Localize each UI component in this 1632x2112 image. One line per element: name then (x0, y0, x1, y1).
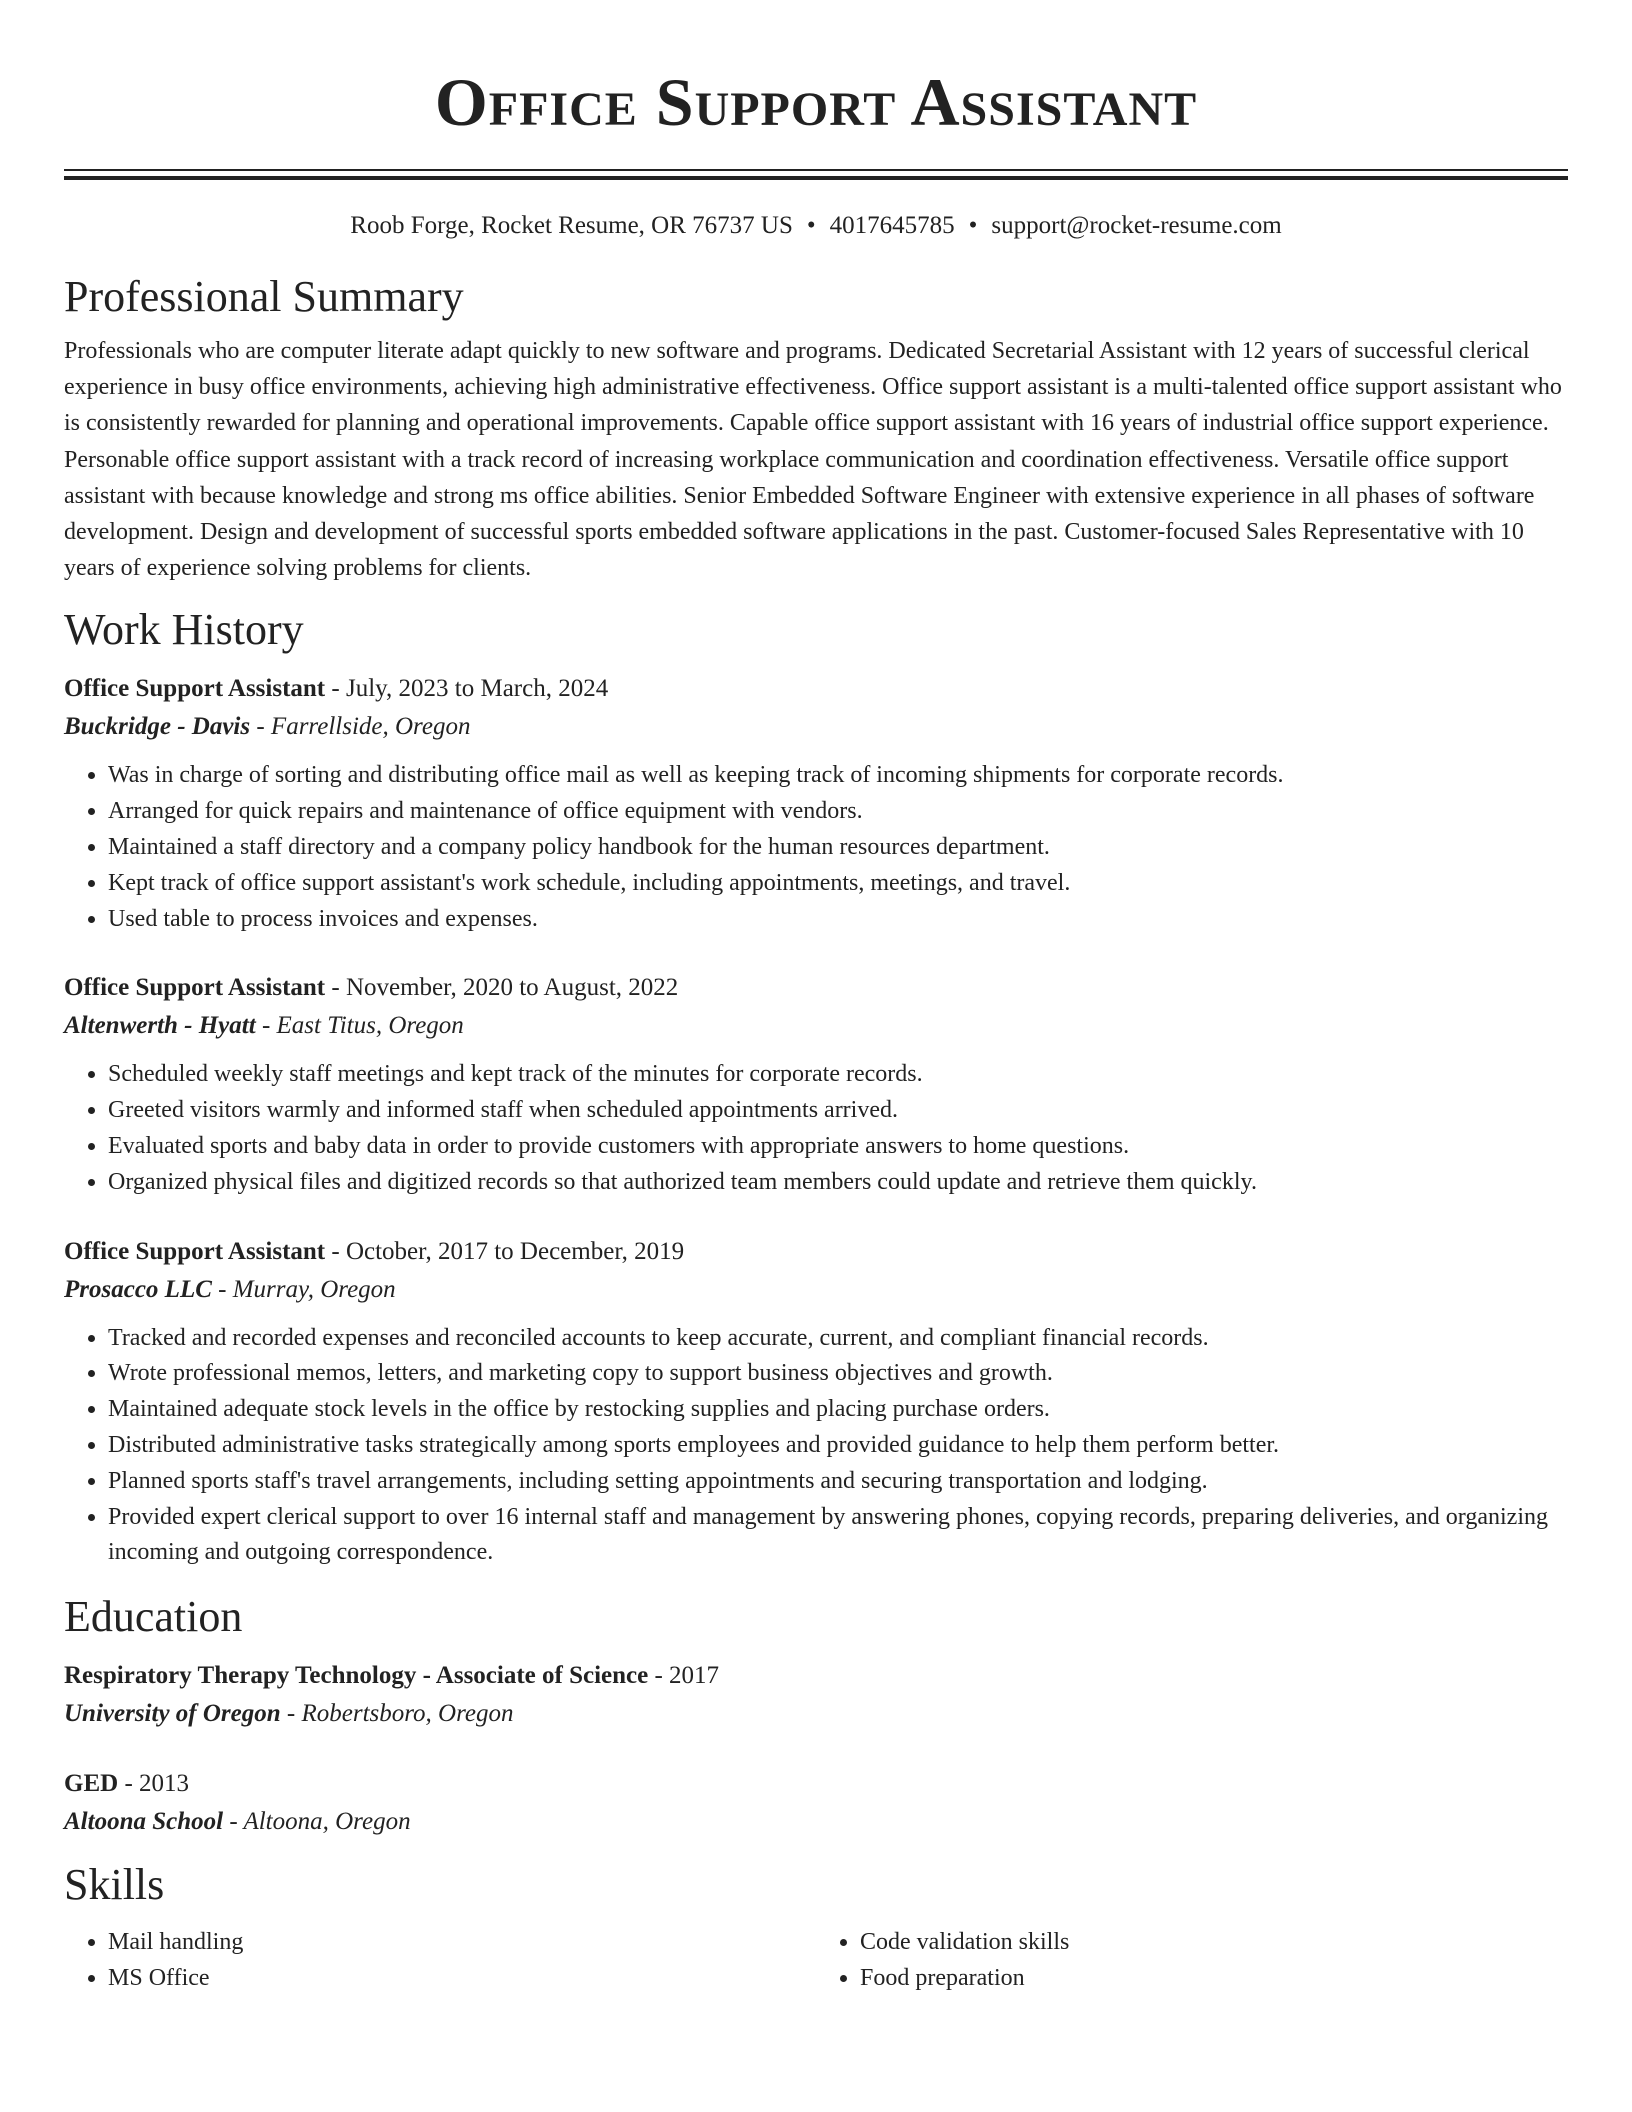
list-item: • Was in charge of sorting and distributing office mail as well as keeping track of incoming shipments for corporate records. (108, 758, 1568, 794)
job-company: Buckridge - Davis (64, 713, 251, 741)
education-school: University of Oregon (64, 1700, 281, 1728)
job-title: Office Support Assistant (64, 1237, 326, 1265)
job-dates: - October, 2017 to December, 2019 (325, 1237, 685, 1265)
education-degree: Respiratory Therapy Technology - Associate of Science (64, 1662, 649, 1690)
skill-item: • Food preparation (860, 1961, 1568, 1997)
list-item: • Organized physical files and digitized records so that authorized team members could update and retrieve them quickly. (108, 1165, 1568, 1201)
education-heading: Education (64, 1592, 243, 1642)
contact-line (64, 209, 1568, 243)
education-entry (64, 1657, 1568, 1733)
skills-grid (64, 1925, 1568, 1997)
education-year: - 2017 (648, 1662, 720, 1690)
skills-column-left (64, 1925, 816, 1997)
list-item: • Scheduled weekly staff meetings and kept track of the minutes for corporate records. (108, 1057, 1568, 1093)
contact-separator: • (806, 212, 816, 239)
job-entry (64, 1233, 1568, 1572)
skill-item: • Code validation skills (860, 1925, 1568, 1961)
education-entry (64, 1765, 1568, 1841)
job-company: Prosacco LLC (64, 1275, 212, 1303)
skill-item: • MS Office (108, 1961, 816, 1997)
education-header (64, 1657, 1568, 1695)
summary-heading: Professional Summary (64, 272, 464, 321)
list-item: • Used table to process invoices and expenses. (108, 902, 1568, 938)
list-item: • Distributed administrative tasks strategically among sports employees and provided guidance to help them perform better. (108, 1428, 1568, 1464)
job-location: - Murray, Oregon (211, 1275, 396, 1303)
job-header (64, 670, 1568, 708)
education-header (64, 1765, 1568, 1803)
job-bullets (64, 1057, 1568, 1200)
summary-section (64, 269, 1568, 586)
education-year: - 2013 (118, 1770, 190, 1798)
job-dates: - November, 2020 to August, 2022 (325, 974, 679, 1002)
education-school: Altoona School (64, 1808, 224, 1836)
education-institution (64, 1803, 1568, 1841)
resume-title: Office Support Assistant (434, 64, 1198, 140)
list-item: • Greeted visitors warmly and informed staff when scheduled appointments arrived. (108, 1093, 1568, 1129)
list-item: • Provided expert clerical support to over 16 internal staff and management by answering phones, copying records, preparing deliveries, and organizing incoming and outgoing correspondence. (108, 1500, 1568, 1572)
education-degree: GED (64, 1770, 119, 1798)
job-dates: - July, 2023 to March, 2024 (325, 675, 609, 703)
work-history-section (64, 602, 1568, 1571)
education-institution (64, 1695, 1568, 1733)
list-item: • Maintained a staff directory and a company policy handbook for the human resources department. (108, 830, 1568, 866)
title-double-rule (64, 169, 1568, 179)
job-header (64, 969, 1568, 1007)
job-bullets (64, 758, 1568, 937)
contact-phone: 4017645785 (829, 212, 955, 239)
skill-item: • Mail handling (108, 1925, 816, 1961)
contact-address: Roob Forge, Rocket Resume, OR 76737 US (350, 212, 793, 239)
resume-page (64, 0, 1568, 1997)
list-item: • Wrote professional memos, letters, and marketing copy to support business objectives and growth. (108, 1356, 1568, 1392)
contact-separator: • (968, 212, 978, 239)
list-item: • Evaluated sports and baby data in order to provide customers with appropriate answers to home questions. (108, 1129, 1568, 1165)
list-item: • Kept track of office support assistant's work schedule, including appointments, meetings, and travel. (108, 866, 1568, 902)
job-header (64, 1233, 1568, 1271)
job-title: Office Support Assistant (64, 974, 326, 1002)
education-location: - Altoona, Oregon (223, 1808, 411, 1836)
job-title: Office Support Assistant (64, 675, 326, 703)
contact-email: support@rocket-resume.com (991, 212, 1282, 239)
job-company: Altenwerth - Hyatt (64, 1012, 256, 1040)
education-location: - Robertsboro, Oregon (280, 1700, 514, 1728)
job-employer (64, 1007, 1568, 1045)
job-employer (64, 1271, 1568, 1309)
work-history-heading: Work History (64, 605, 304, 655)
list-item: • Planned sports staff's travel arrangements, including setting appointments and securing transportation and lodging. (108, 1464, 1568, 1500)
skills-heading: Skills (64, 1860, 165, 1910)
job-entry (64, 670, 1568, 937)
job-employer (64, 708, 1568, 746)
job-bullets (64, 1321, 1568, 1572)
job-entry (64, 969, 1568, 1200)
list-item: • Arranged for quick repairs and maintenance of office equipment with vendors. (108, 794, 1568, 830)
skills-section (64, 1857, 1568, 1997)
list-item: • Maintained adequate stock levels in the office by restocking supplies and placing purchase orders. (108, 1392, 1568, 1428)
job-location: - East Titus, Oregon (255, 1012, 464, 1040)
education-section (64, 1589, 1568, 1841)
summary-text: Professionals who are computer literate adapt quickly to new software and programs. Dedicated Secretarial Assistant with 12 years of successful clerical experience in busy office environments, achieving high administrative effectiveness. Office support assistant is a multi-talented office support assistant who is consistently rewarded for planning and operational improvements. Capable office support assistant with 16 years of industrial office support experience. Personable office support assistant with a track record of increasing workplace communication and coordination effectiveness. Versatile office support assistant with because knowledge and strong ms office abilities. Senior Embedded Software Engineer with extensive experience in all phases of software development. Design and development of successful sports embedded software applications in the past. Customer-focused Sales Representative with 10 years of experience solving problems for clients. (64, 338, 1562, 582)
job-location: - Farrellside, Oregon (250, 713, 471, 741)
list-item: • Tracked and recorded expenses and reconciled accounts to keep accurate, current, and compliant financial records. (108, 1321, 1568, 1357)
skills-column-right (816, 1925, 1568, 1997)
